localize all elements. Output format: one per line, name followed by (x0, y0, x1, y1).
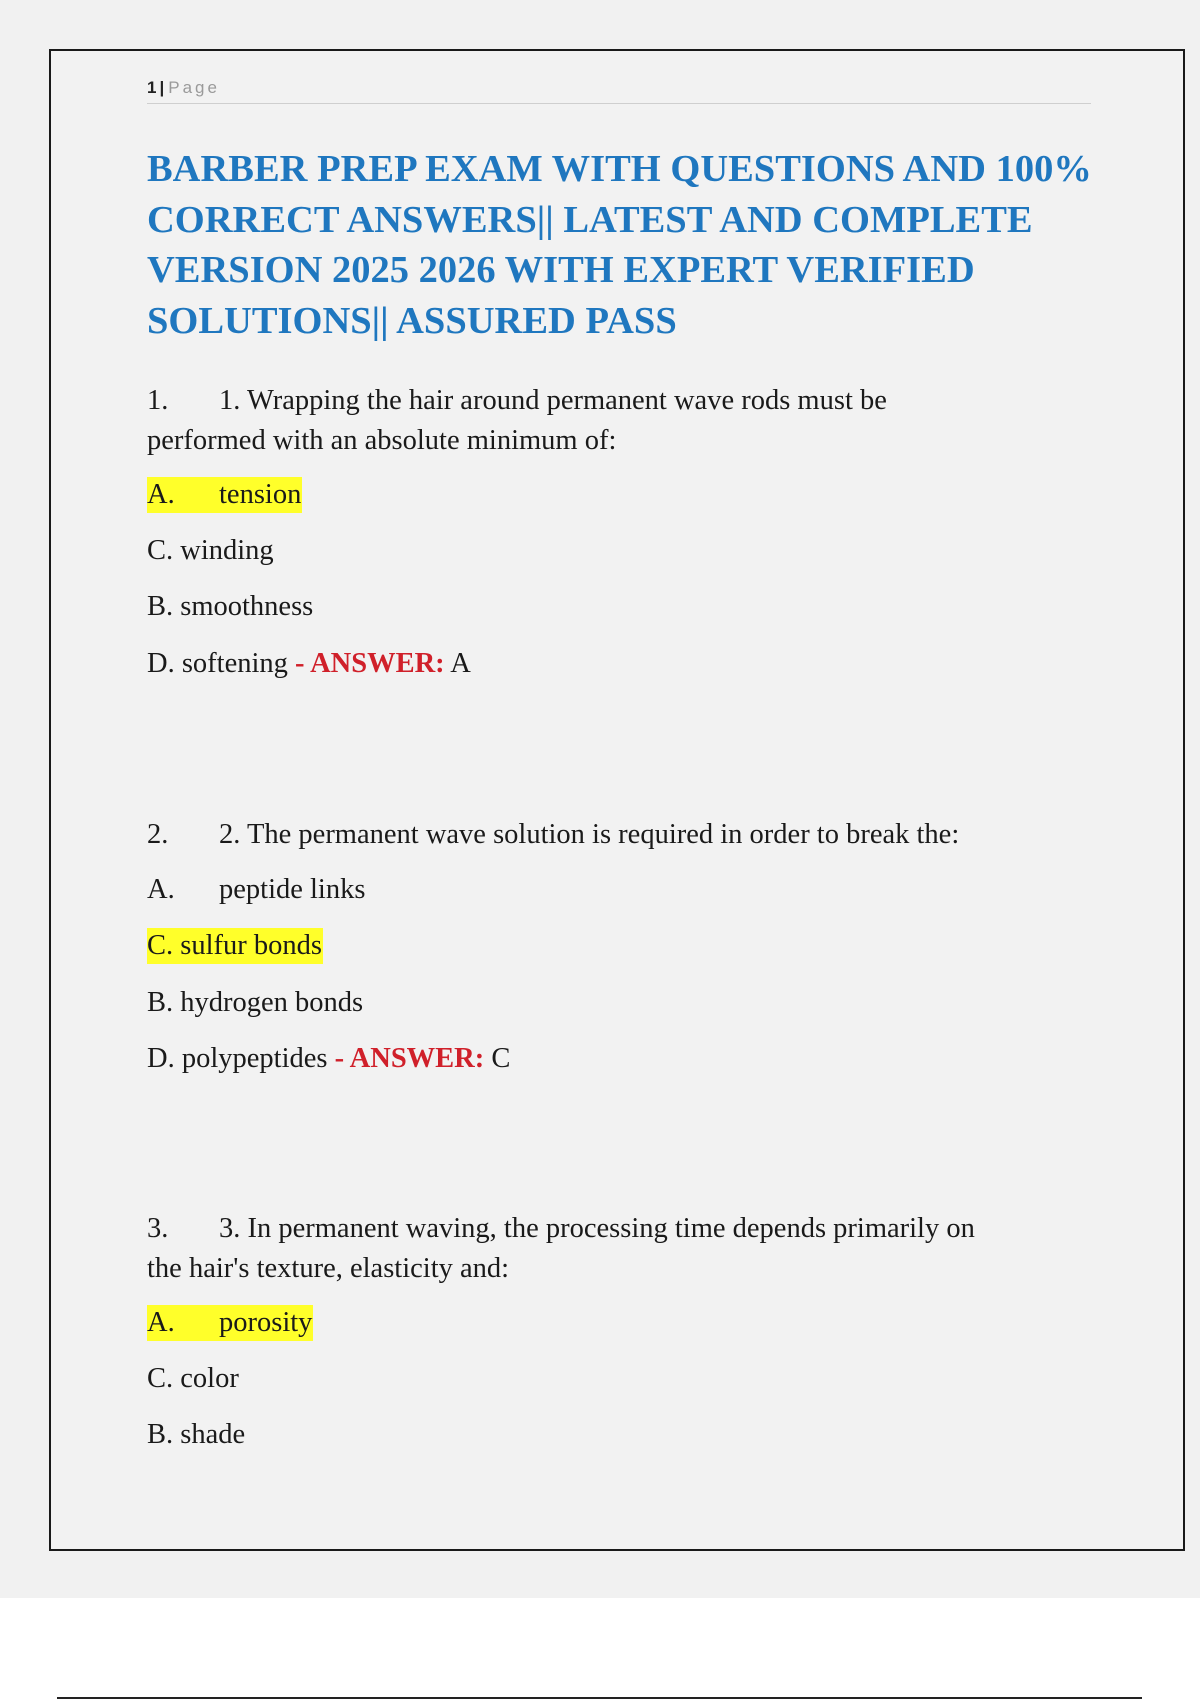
question-3-option-c: C. color (147, 1363, 239, 1394)
question-2-option-b: B. hydrogen bonds (147, 987, 364, 1018)
question-2-option-c (147, 928, 323, 964)
page-separator: | (159, 78, 165, 97)
question-1-option-b: B. smoothness (147, 591, 314, 622)
option-letter: A. (147, 874, 175, 905)
question-3-text: 3. In permanent waving, the processing time depends primarily on (219, 1213, 975, 1244)
question-1 (147, 381, 887, 421)
option-text: porosity (219, 1307, 313, 1338)
question-2-number: 2. (147, 819, 169, 850)
option-letter: A. (147, 1307, 175, 1338)
option-text: D. polypeptides (147, 1043, 328, 1074)
question-2 (147, 815, 959, 855)
question-1-option-c: C. winding (147, 535, 274, 566)
question-1-option-d (147, 646, 471, 682)
question-1-text-continued: performed with an absolute minimum of: (147, 425, 617, 456)
question-2-option-a (147, 872, 365, 908)
question-1-option-a (147, 477, 302, 513)
document-page (49, 49, 1185, 1551)
answer-highlight (147, 1305, 313, 1341)
question-3-number: 3. (147, 1213, 169, 1244)
next-page-top-rule (57, 1697, 1142, 1699)
option-text: D. softening (147, 648, 288, 679)
question-3-option-a (147, 1305, 313, 1341)
answer-value: A (450, 648, 471, 679)
document-title: BARBER PREP EXAM WITH QUESTIONS AND 100% CORRECT ANSWERS|| LATEST AND COMPLETE VERSION 2025 2026 WITH EXPERT VERIFIED SOLUTIONS|| ASSURED PASS (147, 148, 1092, 342)
page-header (147, 73, 1091, 104)
question-1-text: 1. Wrapping the hair around permanent wave rods must be (219, 385, 887, 416)
answer-label: - ANSWER: (295, 648, 445, 679)
page-number: 1 (147, 78, 157, 97)
question-2-option-d (147, 1041, 510, 1077)
question-3-text-continued: the hair's texture, elasticity and: (147, 1253, 510, 1284)
option-text: tension (219, 479, 302, 510)
question-3-option-b: B. shade (147, 1419, 246, 1450)
question-3 (147, 1209, 975, 1249)
question-1-number: 1. (147, 385, 169, 416)
answer-label: - ANSWER: (334, 1043, 485, 1074)
answer-value: C (491, 1043, 511, 1074)
option-text: peptide links (219, 874, 366, 905)
page-label: Page (168, 78, 220, 97)
question-2-text: 2. The permanent wave solution is required in order to break the: (219, 819, 960, 850)
answer-highlight (147, 477, 302, 513)
answer-highlight: C. sulfur bonds (147, 928, 323, 964)
option-letter: A. (147, 479, 175, 510)
